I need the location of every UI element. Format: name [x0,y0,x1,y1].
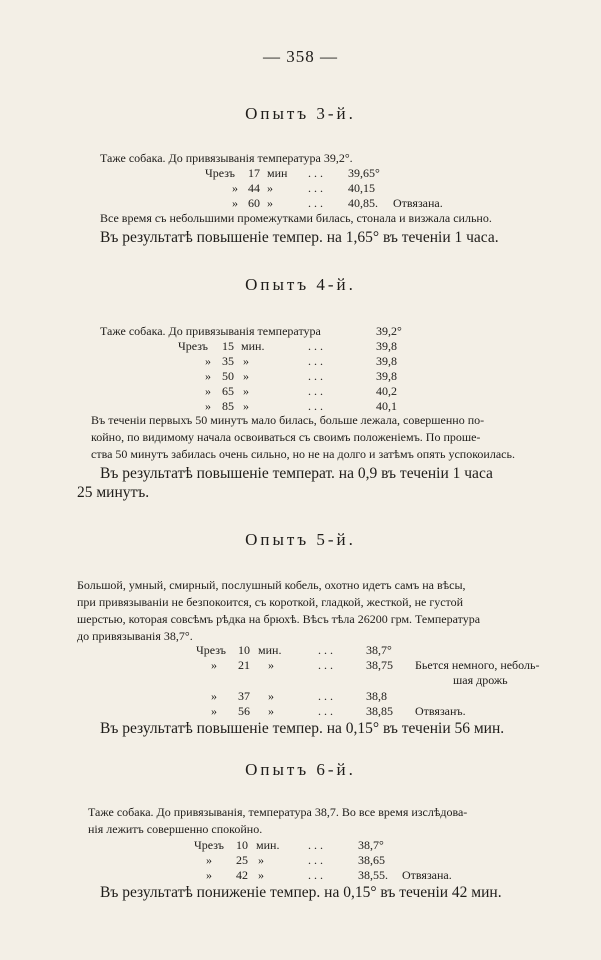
row-note: Бьется немного, неболь- [415,658,540,672]
row-minutes: 65 [222,384,234,398]
row-minutes: 15 [222,339,234,353]
row-dots: . . . [318,704,333,718]
experiment-4-result-line: 25 минутъ. [77,484,150,501]
row-value: 39,8 [376,339,397,353]
row-dots: . . . [308,166,323,180]
row-dots: . . . [308,354,323,368]
row-note: Отвязанъ. [415,704,466,718]
row-unit: » [268,689,274,703]
row-lead: Чрезъ [194,838,225,852]
row-value: 38,65 [358,853,385,867]
row-note: Отвязана. [402,868,452,882]
row-minutes: 85 [222,399,234,413]
row-lead: Чрезъ [178,339,209,353]
row-minutes: 35 [222,354,234,368]
row-unit: мин. [258,643,282,657]
row-unit: » [243,384,249,398]
row-value: 39,65° [348,166,380,180]
row-lead: » [211,658,217,672]
row-value: 40,1 [376,399,397,413]
row-unit: » [258,853,264,867]
row-unit: » [268,658,274,672]
row-lead: » [205,354,211,368]
row-note: Отвязана. [393,196,443,210]
row-lead: » [232,181,238,195]
experiment-5-intro-line: шерстью, которая совсѣмъ рѣдка на брюхѣ. Вѣсъ тѣла 26200 грм. Температура [77,612,481,626]
row-dots: . . . [308,384,323,398]
row-dots: . . . [308,196,323,210]
row-minutes: 42 [236,868,248,882]
row-minutes: 44 [248,181,260,195]
row-unit: мин. [241,339,265,353]
row-minutes: 17 [248,166,260,180]
row-unit: » [258,868,264,882]
row-dots: . . . [308,838,323,852]
row-value: 40,15 [348,181,375,195]
row-minutes: 10 [236,838,248,852]
experiment-4-remark-line: ства 50 минутъ забилась очень сильно, но не на долго и затѣмъ опять успокоилась. [91,447,515,461]
row-value: 38,85 [366,704,393,718]
row-value: 40,85. [348,196,378,210]
row-value: 38,55. [358,868,388,882]
row-value: 38,7° [358,838,384,852]
row-lead: » [206,868,212,882]
row-minutes: 25 [236,853,248,867]
experiment-3-remark: Все время съ небольшими промежутками билась, стонала и визжала сильно. [100,211,492,225]
experiment-3-result: Въ результатѣ повышеніе темпер. на 1,65° въ теченіи 1 часа. [100,229,499,246]
experiment-6-result: Въ результатѣ пониженіе темпер. на 0,15° въ теченіи 42 мин. [100,884,502,901]
row-lead: » [205,384,211,398]
experiment-5-intro-line: до привязыванія 38,7°. [77,629,193,643]
experiment-5-intro-line: Большой, умный, смирный, послушный кобель, охотно идетъ самъ на вѣсы, [77,578,466,592]
row-unit: » [267,181,273,195]
experiment-4-remark-line: Въ теченіи первыхъ 50 минутъ мало билась, больше лежала, совершенно по- [91,413,485,427]
row-note: шая дрожь [453,673,508,687]
experiment-6-title: Опытъ 6-й. [245,760,356,779]
experiment-3-intro: Таже собака. До привязыванія температура 39,2°. [100,151,353,165]
row-dots: . . . [318,689,333,703]
experiment-4-result-line: Въ результатѣ повышеніе температ. на 0,9 въ теченіи 1 часа [100,465,493,482]
row-value: 38,75 [366,658,393,672]
row-dots: . . . [318,643,333,657]
row-lead: » [205,399,211,413]
row-dots: . . . [308,853,323,867]
row-lead: » [205,369,211,383]
row-lead: » [232,196,238,210]
experiment-5-title: Опытъ 5-й. [245,530,356,549]
row-minutes: 21 [238,658,250,672]
row-unit: мин [267,166,288,180]
row-unit: » [243,369,249,383]
row-value: 40,2 [376,384,397,398]
row-value: 38,7° [366,643,392,657]
row-minutes: 60 [248,196,260,210]
page-number: — 358 — [263,47,338,66]
row-lead: Чрезъ [205,166,236,180]
row-dots: . . . [308,339,323,353]
row-lead: » [211,704,217,718]
row-unit: » [267,196,273,210]
experiment-4-intro: Таже собака. До привязыванія температура [100,324,321,338]
row-value: 39,8 [376,354,397,368]
row-dots: . . . [308,369,323,383]
row-unit: » [268,704,274,718]
row-minutes: 37 [238,689,250,703]
row-lead: » [206,853,212,867]
experiment-4-intro-value: 39,2° [376,324,402,338]
row-lead: » [211,689,217,703]
row-minutes: 56 [238,704,250,718]
row-unit: » [243,354,249,368]
row-minutes: 50 [222,369,234,383]
experiment-4-remark-line: койно, по видимому начала освоиваться съ своимъ положеніемъ. По проше- [91,430,481,444]
experiment-6-intro-line: Таже собака. До привязыванія, температура 38,7. Во все время изслѣдова- [88,805,468,819]
row-value: 38,8 [366,689,387,703]
experiment-5-result: Въ результатѣ повышеніе темпер. на 0,15° въ теченіи 56 мин. [100,720,505,737]
row-dots: . . . [318,658,333,672]
row-dots: . . . [308,868,323,882]
row-unit: мин. [256,838,280,852]
experiment-6-intro-line: нія лежитъ совершенно спокойно. [88,822,263,836]
experiment-3-title: Опытъ 3-й. [245,104,356,123]
row-minutes: 10 [238,643,250,657]
row-lead: Чрезъ [196,643,227,657]
row-value: 39,8 [376,369,397,383]
row-dots: . . . [308,181,323,195]
experiment-4-title: Опытъ 4-й. [245,275,356,294]
row-unit: » [243,399,249,413]
row-dots: . . . [308,399,323,413]
experiment-5-intro-line: при привязываніи не безпокоится, съ короткой, гладкой, жесткой, не густой [77,595,464,609]
